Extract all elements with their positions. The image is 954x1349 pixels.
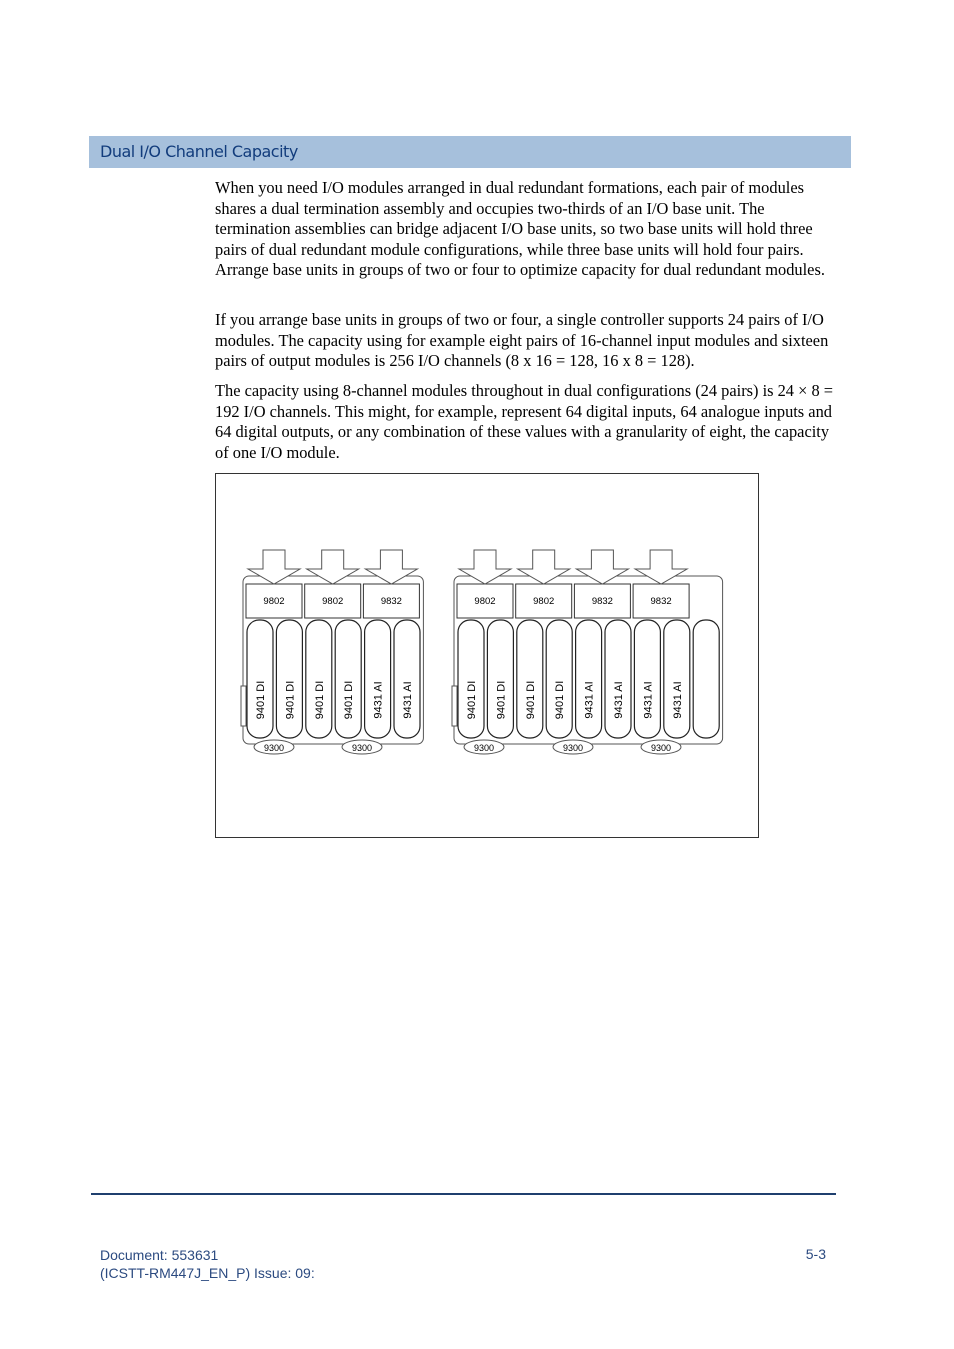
io-module [634,620,660,738]
io-module [276,620,302,738]
io-module [458,620,484,738]
arrow-icon [635,550,687,584]
section-title: Dual I/O Channel Capacity [100,142,298,161]
arrow-icon [576,550,628,584]
module-label: 9401 DI [466,680,478,720]
module-label: 9401 DI [255,680,267,720]
module-label: 9401 DI [524,680,537,720]
termination-label: 9802 [322,596,344,607]
module-label: 9431 AI [613,681,625,719]
footer-rule [91,1193,836,1195]
module-label: 9401 DI [554,680,567,720]
paragraph-3: The capacity using 8-channel modules throughout in dual configurations (24 pairs) is 24 × 8 = 192 I/O channels. This might, for example, represent 64 digital inputs, 64 analogue inputs and 64 digital outputs, or any combination of these values with a granularity of eight, the capacity of one I/O module. [215,381,833,462]
footer-document-number: Document: 553631 [100,1247,219,1263]
module-label: 9401 DI [284,680,297,720]
module-label: 9401 DI [313,680,326,720]
base-connector [452,686,457,726]
base-unit-label: 9300 [263,743,285,753]
arrow-icon [459,550,511,584]
io-module [335,620,361,738]
arrow-icon [248,550,300,584]
base-unit-label: 9300 [351,743,373,753]
io-diagram [216,474,758,837]
io-module [394,620,420,738]
module-label: 9401 DI [495,680,508,720]
termination-label: 9832 [591,596,613,607]
io-module [664,620,690,738]
section-header [89,136,851,168]
module-label: 9431 AI [671,681,684,719]
module-label: 9431 AI [583,681,596,719]
module-label: 9431 AI [402,681,414,719]
footer-page-number: 5-3 [805,1246,826,1262]
termination-label: 9802 [474,596,496,607]
io-module [546,620,572,738]
paragraph-2: If you arrange base units in groups of two or four, a single controller supports 24 pairs of I/O modules. The capacity using for example eight pairs of 16-channel input modules and sixteen pairs of output modules is 256 I/O channels (8 x 16 = 128, 16 x 8 = 128). [215,310,829,370]
paragraph-1: When you need I/O modules arranged in dual redundant formations, each pair of modules shares a dual termination assembly and occupies two-thirds of an I/O base unit. The termination assemblies can bridge adjacent I/O base units, so two base units will hold three pairs of dual redundant module configurations, while three base units will hold four pairs. Arrange base units in groups of two or four to optimize capacity for dual redundant modules. [215,178,825,279]
termination-label: 9802 [263,596,285,607]
io-module [487,620,513,738]
module-label: 9431 AI [642,681,655,719]
io-configuration-figure [215,473,759,838]
module-label: 9401 DI [343,680,356,720]
arrow-icon [365,550,417,584]
io-module [365,620,391,738]
io-module [576,620,602,738]
arrow-icon [518,550,570,584]
module-label: 9431 AI [372,681,385,719]
termination-label: 9802 [533,596,555,607]
footer-document-info [100,1246,315,1282]
termination-label: 9832 [380,596,402,607]
io-module [517,620,543,738]
io-module [693,620,719,738]
base-unit-label: 9300 [650,743,672,753]
termination-label: 9832 [650,596,672,607]
io-module [247,620,273,738]
footer-issue: (ICSTT-RM447J_EN_P) Issue: 09: [100,1265,315,1281]
io-module [306,620,332,738]
arrow-icon [307,550,359,584]
base-unit-label: 9300 [562,743,584,753]
base-connector [241,686,246,726]
io-module [605,620,631,738]
base-unit-label: 9300 [473,743,495,753]
